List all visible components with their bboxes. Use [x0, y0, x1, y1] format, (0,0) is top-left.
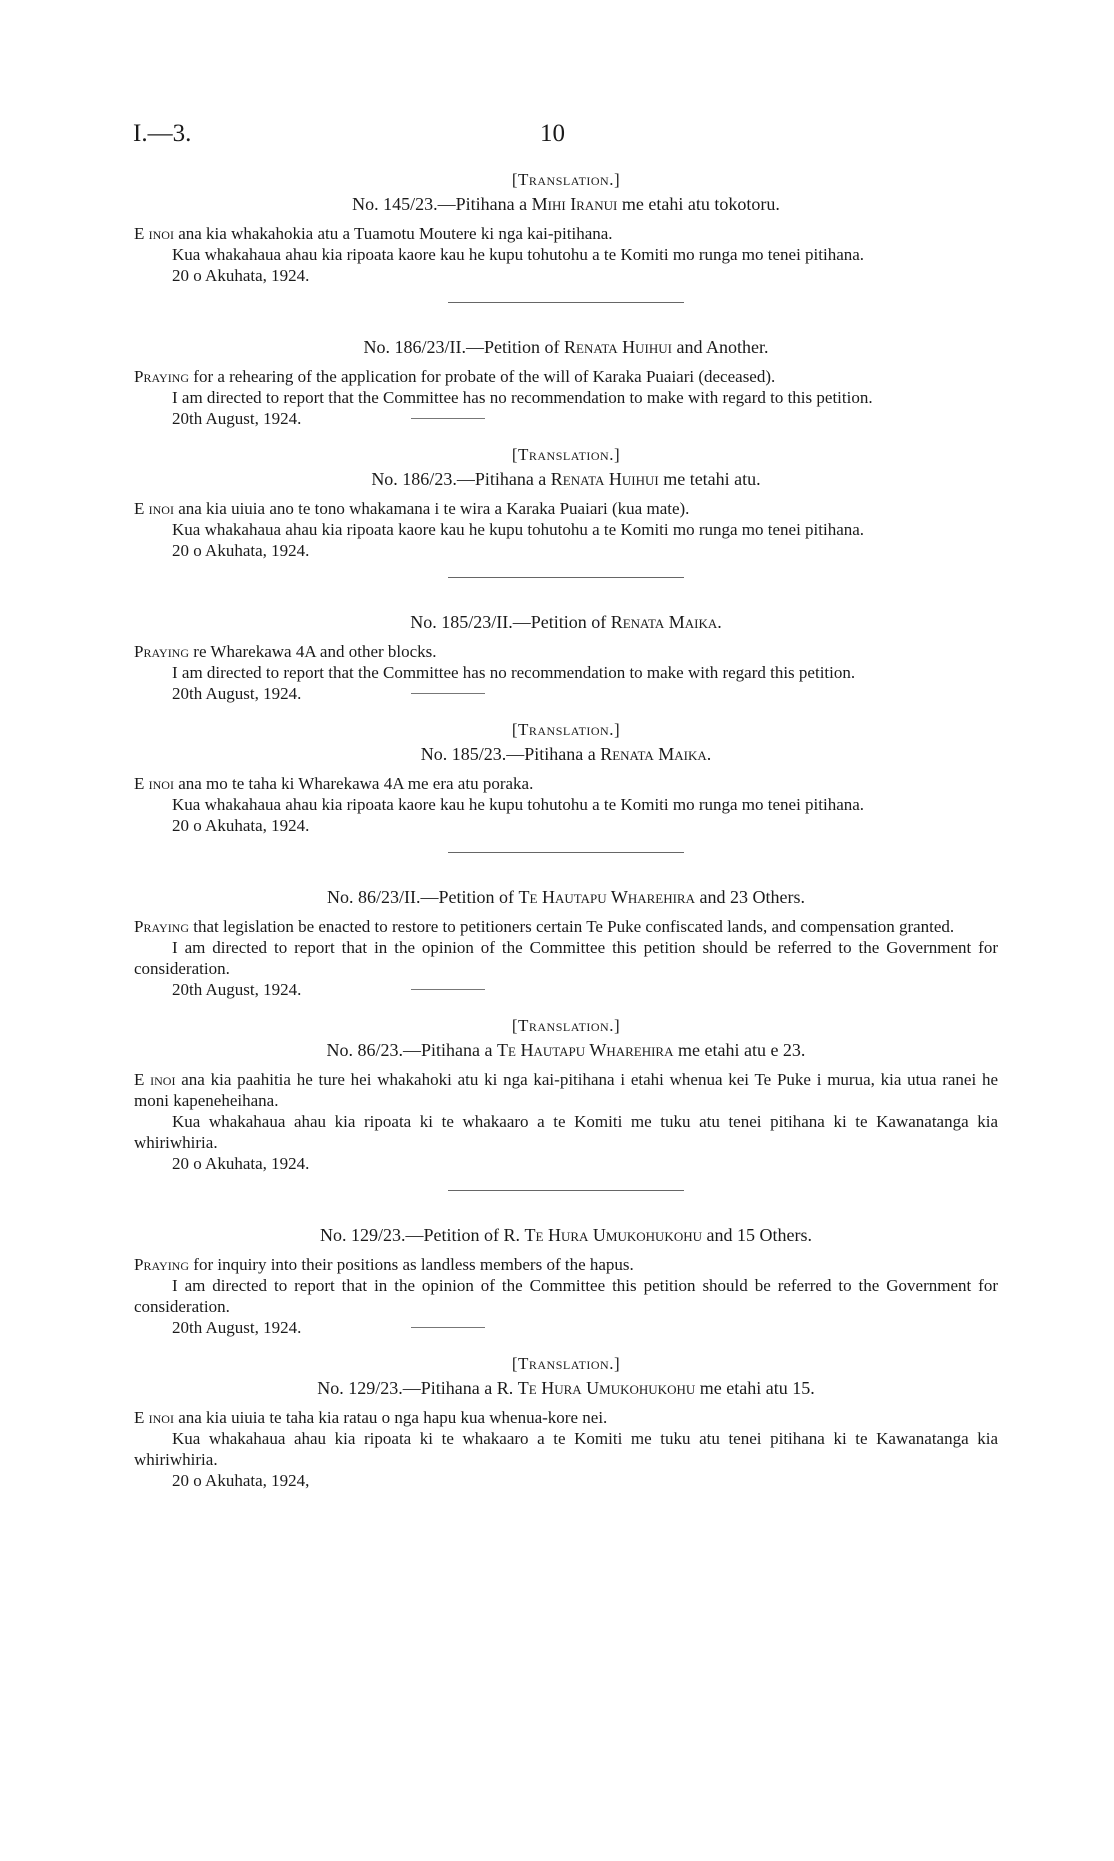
- report-date-row: [134, 408, 998, 429]
- parliamentary-paper-ref: I.—3.: [133, 120, 192, 147]
- petition-86-english: [134, 887, 998, 1000]
- committee-report: Kua whakahaua ahau kia ripoata kaore kau he kupu tohutohu a te Komiti mo runga mo tenei pitihana.: [172, 520, 865, 539]
- petition-186-english: [134, 337, 998, 429]
- petition-title: No. 129/23.—Pitihana a R. Te Hura Umukohukohu me etahi atu 15.: [317, 1378, 815, 1398]
- committee-report: I am directed to report that the Committee has no recommendation to make with regard to this petition.: [172, 388, 873, 407]
- petition-title: No. 145/23.—Pitihana a Mihi Iranui me etahi atu tokotoru.: [352, 194, 780, 214]
- report-date-row: [134, 979, 998, 1000]
- report-date: 20 o Akuhata, 1924.: [172, 541, 310, 560]
- petition-title: No. 185/23/II.—Petition of Renata Maika.: [410, 612, 722, 632]
- translation-label: [Translation.]: [511, 1016, 621, 1035]
- petition-prayer: E inoi ana kia paahitia he ture hei whakahoki atu ki nga kai-pitihana i etahi whenua kei Te Puke i murua, kia utua ranei he moni kapeneheihana.: [134, 1070, 998, 1110]
- report-date: 20th August, 1924.: [172, 409, 302, 428]
- petition-186-translation: [134, 445, 998, 578]
- petition-prayer: E inoi ana kia whakahokia atu a Tuamotu Moutere ki nga kai-pitihana.: [134, 224, 613, 243]
- report-date: 20 o Akuhata, 1924.: [172, 266, 310, 285]
- report-date-row: [134, 683, 998, 704]
- petition-prayer: E inoi ana kia uiuia te taha kia ratau o nga hapu kua whenua-kore nei.: [134, 1408, 608, 1427]
- committee-report: Kua whakahaua ahau kia ripoata ki te whakaaro a te Komiti me tuku atu tenei pitihana ki te Kawanatanga kia whiriwhiria.: [134, 1112, 998, 1152]
- translation-label: [Translation.]: [511, 445, 621, 464]
- page-content: [134, 170, 998, 1491]
- committee-report: I am directed to report that the Committee has no recommendation to make with regard this petition.: [172, 663, 856, 682]
- page-number: 10: [540, 120, 565, 147]
- petition-title: No. 86/23.—Pitihana a Te Hautapu Wharehira me etahi atu e 23.: [326, 1040, 806, 1060]
- page-header: [0, 120, 1114, 160]
- report-date: 20th August, 1924.: [172, 1318, 302, 1337]
- petition-86-translation: [134, 1016, 998, 1191]
- petition-title: No. 86/23/II.—Petition of Te Hautapu Wharehira and 23 Others.: [327, 887, 805, 907]
- petition-title: No. 185/23.—Pitihana a Renata Maika.: [420, 744, 712, 764]
- translation-label: [Translation.]: [511, 170, 621, 189]
- translation-label: [Translation.]: [511, 720, 621, 739]
- petition-185-english: [134, 612, 998, 704]
- petition-prayer: Praying that legislation be enacted to restore to petitioners certain Te Puke confiscated lands, and compensation granted.: [134, 917, 955, 936]
- report-date: 20 o Akuhata, 1924.: [172, 816, 310, 835]
- petition-129-english: [134, 1225, 998, 1338]
- petition-129-translation: [134, 1354, 998, 1491]
- petition-prayer: Praying for inquiry into their positions as landless members of the hapus.: [134, 1255, 634, 1274]
- petition-prayer: E inoi ana kia uiuia ano te tono whakamana i te wira a Karaka Puaiari (kua mate).: [134, 499, 690, 518]
- report-date: 20th August, 1924.: [172, 980, 302, 999]
- committee-report: Kua whakahaua ahau kia ripoata kaore kau he kupu tohutohu a te Komiti mo runga mo tenei pitihana.: [172, 245, 865, 264]
- short-divider: [411, 418, 485, 419]
- short-divider: [411, 989, 485, 990]
- short-divider: [411, 1327, 485, 1328]
- petition-145-translation: [134, 170, 998, 303]
- petition-title: No. 186/23/II.—Petition of Renata Huihui and Another.: [363, 337, 769, 357]
- report-date-row: [134, 1317, 998, 1338]
- committee-report: Kua whakahaua ahau kia ripoata kaore kau he kupu tohutohu a te Komiti mo runga mo tenei pitihana.: [172, 795, 865, 814]
- petition-prayer: Praying for a rehearing of the application for probate of the will of Karaka Puaiari (deceased).: [134, 367, 776, 386]
- report-date: 20th August, 1924.: [172, 684, 302, 703]
- petition-title: No. 129/23.—Petition of R. Te Hura Umukohukohu and 15 Others.: [320, 1225, 812, 1245]
- report-date: 20 o Akuhata, 1924.: [172, 1154, 310, 1173]
- committee-report: Kua whakahaua ahau kia ripoata ki te whakaaro a te Komiti me tuku atu tenei pitihana ki te Kawanatanga kia whiriwhiria.: [134, 1429, 998, 1469]
- report-date: 20 o Akuhata, 1924,: [172, 1471, 310, 1490]
- committee-report: I am directed to report that in the opinion of the Committee this petition should be referred to the Government for consideration.: [134, 1276, 998, 1316]
- translation-label: [Translation.]: [511, 1354, 621, 1373]
- short-divider: [411, 693, 485, 694]
- petition-185-translation: [134, 720, 998, 853]
- petition-prayer: Praying re Wharekawa 4A and other blocks.: [134, 642, 437, 661]
- petition-prayer: E inoi ana mo te taha ki Wharekawa 4A me era atu poraka.: [134, 774, 534, 793]
- committee-report: I am directed to report that in the opinion of the Committee this petition should be referred to the Government for consideration.: [134, 938, 998, 978]
- petition-title: No. 186/23.—Pitihana a Renata Huihui me tetahi atu.: [371, 469, 761, 489]
